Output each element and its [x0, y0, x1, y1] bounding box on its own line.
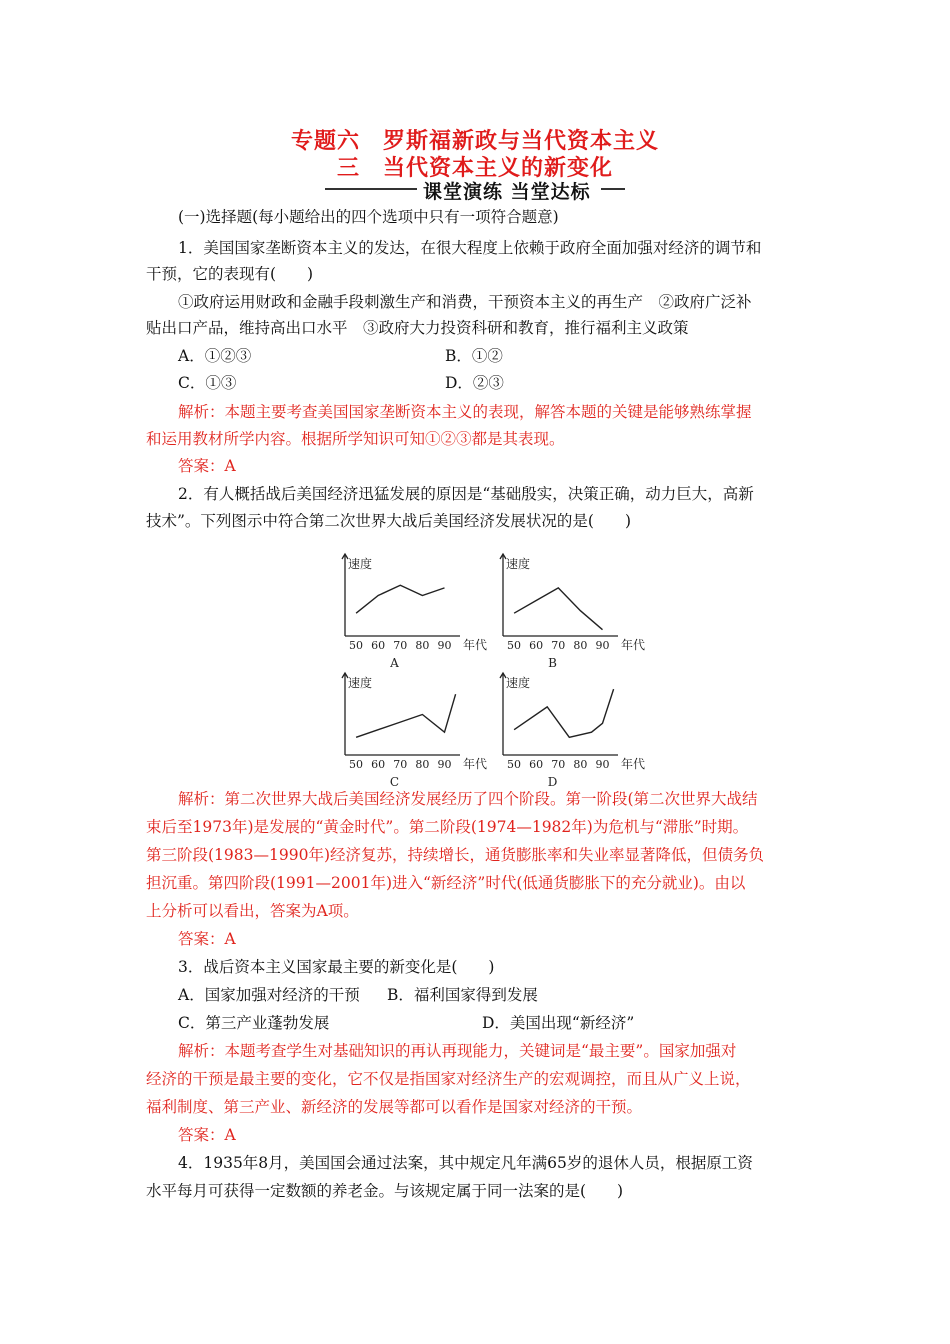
chart-d-series-line: [514, 689, 614, 737]
chart-c-tick-50: 50: [349, 758, 364, 771]
chart-a-tick-50: 50: [349, 639, 364, 652]
q3-answer: 答案：A: [178, 1126, 236, 1144]
chart-b-x-label: 年代: [620, 638, 646, 652]
chart-d-tick-60: 60: [529, 758, 544, 771]
chart-a: [335, 548, 490, 668]
chart-c-svg: [335, 667, 490, 787]
q1-items-line2: 贴出口产品，维持高出口水平 ③政府大力投资科研和教育，推行福利主义政策: [146, 319, 689, 337]
chart-b-caption: B: [548, 656, 557, 670]
chart-a-y-label: 速度: [348, 557, 373, 571]
q1-stem-line1: 1．美国国家垄断资本主义的发达，在很大程度上依赖于政府全面加强对经济的调节和: [178, 239, 762, 257]
chart-c-series-line: [356, 694, 456, 737]
q3-option-a: A．国家加强对经济的干预: [178, 986, 360, 1004]
q1-option-b: B．①②: [445, 347, 503, 365]
chart-d-tick-90: 90: [595, 758, 610, 771]
chart-b-tick-70: 70: [551, 639, 566, 652]
chart-a-tick-70: 70: [393, 639, 408, 652]
chart-a-tick-60: 60: [371, 639, 386, 652]
q1-option-a: A．①②③: [178, 347, 252, 365]
chart-a-tick-80: 80: [415, 639, 430, 652]
q4-stem-line1: 4．1935年8月，美国国会通过法案，其中规定凡年满65岁的退休人员，根据原工资: [178, 1154, 753, 1172]
q3-option-c: C．第三产业蓬勃发展: [178, 1014, 330, 1032]
chart-b-tick-50: 50: [507, 639, 522, 652]
chart-d-y-label: 速度: [506, 676, 531, 690]
chart-b: [493, 548, 648, 668]
chart-a-caption: A: [390, 656, 399, 670]
chart-d-x-label: 年代: [620, 757, 646, 771]
chart-c-tick-70: 70: [393, 758, 408, 771]
q2-stem-line2: 技术”。下列图示中符合第二次世界大战后美国经济发展状况的是( ): [146, 512, 632, 530]
chart-d-tick-70: 70: [551, 758, 566, 771]
chart-d-tick-80: 80: [573, 758, 588, 771]
chart-c-x-label: 年代: [462, 757, 488, 771]
q3-option-d: D．美国出现“新经济”: [482, 1014, 635, 1032]
banner-rule-right: [601, 188, 625, 190]
chart-c: [335, 667, 490, 787]
chart-c-caption: C: [389, 775, 400, 789]
q1-items-line1: ①政府运用财政和金融手段刺激生产和消费，干预资本主义的再生产 ②政府广泛补: [178, 293, 752, 311]
q1-stem-line2: 干预，它的表现有( ): [146, 265, 314, 283]
chart-c-tick-60: 60: [371, 758, 386, 771]
q2-answer: 答案：A: [178, 930, 236, 948]
section-banner: [325, 177, 625, 201]
chart-b-tick-90: 90: [595, 639, 610, 652]
chart-c-y-label: 速度: [348, 676, 373, 690]
q1-analysis-line1: 解析：本题主要考查美国国家垄断资本主义的表现，解答本题的关键是能够熟练掌握: [178, 403, 752, 421]
chart-b-y-label: 速度: [506, 557, 531, 571]
q3-analysis-line2: 经济的干预是最主要的变化，它不仅是指国家对经济生产的宏观调控，而且从广义上说，: [146, 1070, 751, 1088]
banner-text: 课堂演练 当堂达标: [423, 181, 591, 203]
chart-a-svg: [335, 548, 490, 668]
q2-analysis-line5: 上分析可以看出，答案为A项。: [146, 902, 359, 920]
q3-option-b: B．福利国家得到发展: [387, 986, 538, 1004]
chart-b-svg: [493, 548, 648, 668]
q1-answer: 答案：A: [178, 457, 236, 475]
section-heading: (一)选择题(每小题给出的四个选项中只有一项符合题意): [178, 208, 559, 226]
chart-d: [493, 667, 648, 787]
q4-stem-line2: 水平每月可获得一定数额的养老金。与该规定属于同一法案的是( ): [146, 1182, 624, 1200]
chart-c-tick-80: 80: [415, 758, 430, 771]
q2-stem-line1: 2．有人概括战后美国经济迅猛发展的原因是“基础殷实，决策正确，动力巨大，高新: [178, 485, 754, 503]
chart-b-tick-80: 80: [573, 639, 588, 652]
q3-analysis-line1: 解析：本题考查学生对基础知识的再认再现能力，关键词是“最主要”。国家加强对: [178, 1042, 737, 1060]
chart-a-x-label: 年代: [462, 638, 488, 652]
q1-option-c: C．①③: [178, 374, 237, 392]
q2-analysis-line3: 第三阶段(1983—1990年)经济复苏，持续增长，通货膨胀率和失业率显著降低，但债务负: [146, 846, 764, 864]
q1-option-d: D．②③: [445, 374, 504, 392]
chart-b-tick-60: 60: [529, 639, 544, 652]
q1-analysis-line2: 和运用教材所学内容。根据所学知识可知①②③都是其表现。: [146, 430, 565, 448]
banner-rule-left: [325, 188, 417, 190]
chart-a-series-line: [356, 585, 444, 613]
q2-analysis-line4: 担沉重。第四阶段(1991—2001年)进入“新经济”时代(低通货膨胀下的充分就业)。由以: [146, 874, 746, 892]
chart-d-caption: D: [547, 775, 558, 789]
chart-c-tick-90: 90: [437, 758, 452, 771]
chart-d-svg: [493, 667, 648, 787]
document-subtitle: 三 当代资本主义的新变化: [336, 156, 613, 181]
document-title: 专题六 罗斯福新政与当代资本主义: [290, 129, 659, 154]
q2-analysis-line1: 解析：第二次世界大战后美国经济发展经历了四个阶段。第一阶段(第二次世界大战结: [178, 790, 758, 808]
q3-stem: 3．战后资本主义国家最主要的新变化是( ): [178, 958, 495, 976]
chart-b-series-line: [514, 588, 602, 630]
chart-d-tick-50: 50: [507, 758, 522, 771]
q2-analysis-line2: 束后至1973年)是发展的“黄金时代”。第二阶段(1974—1982年)为危机与“滞胀”时期。: [146, 818, 749, 836]
chart-a-tick-90: 90: [437, 639, 452, 652]
q3-analysis-line3: 福利制度、第三产业、新经济的发展等都可以看作是国家对经济的干预。: [146, 1098, 643, 1116]
